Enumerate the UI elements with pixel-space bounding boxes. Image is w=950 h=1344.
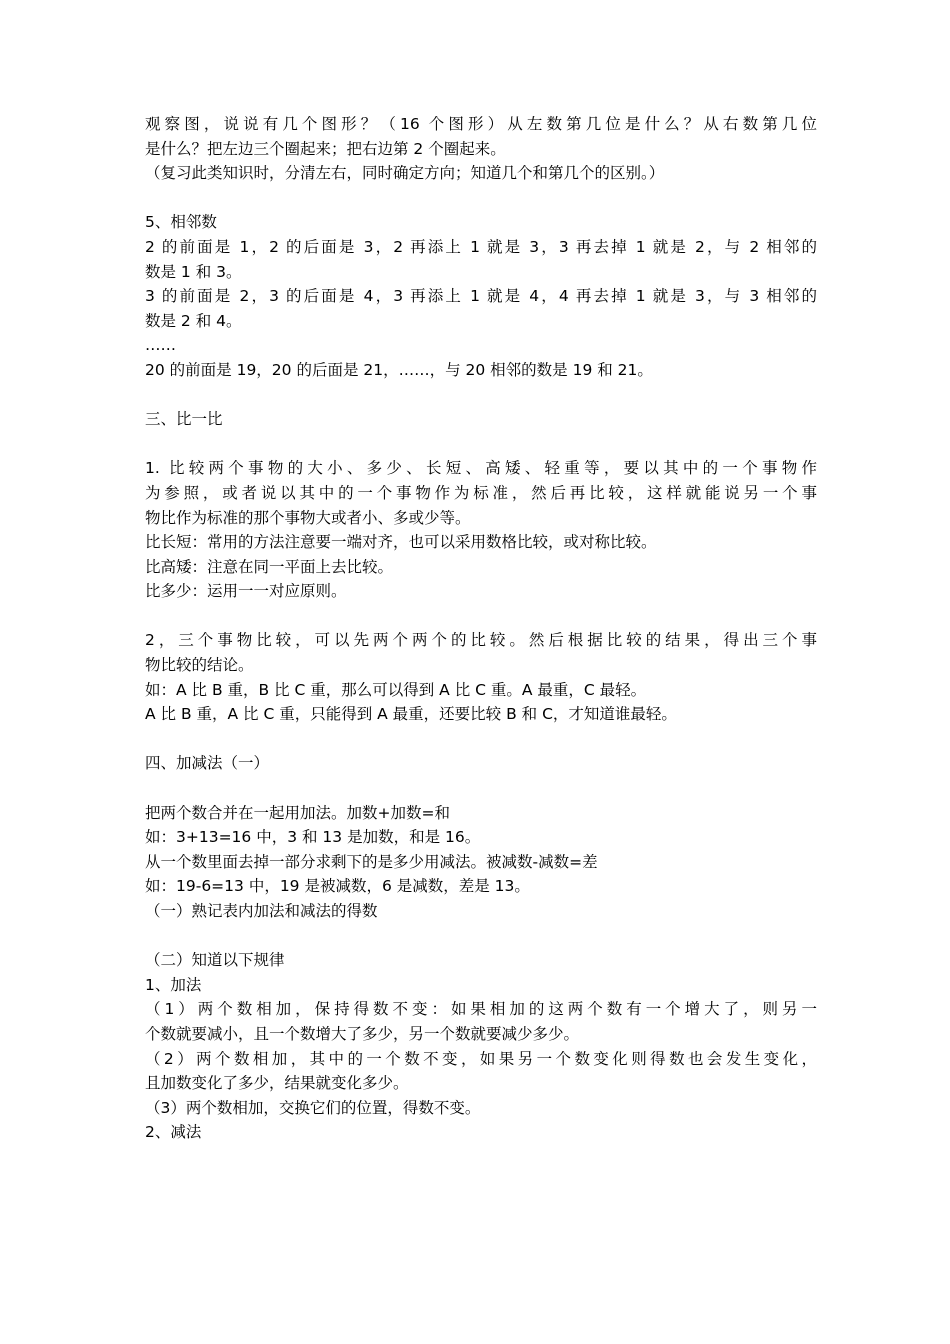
section-heading: 1、加法	[145, 975, 202, 994]
blank-line	[145, 186, 817, 211]
blank-line	[145, 727, 817, 752]
blank-line	[145, 432, 817, 457]
text-line: 比多少：运用一一对应原则。	[145, 582, 347, 601]
text-line: 如：3+13=16 中，3 和 13 是加数，和是 16。	[145, 828, 481, 847]
text-line: 如：19-6=13 中，19 是被减数，6 是减数，差是 13。	[145, 877, 530, 896]
blank-line	[145, 924, 817, 949]
text-line: 2 的前面是 1，2 的后面是 3，2 再添上 1 就是 3，3 再去掉 1 就是 2，与 2 相邻的	[145, 237, 817, 256]
text-line: （1）两个数相加，保持得数不变：如果相加的这两个数有一个增大了，则另一	[145, 1000, 817, 1019]
text-line: 从一个数里面去掉一部分求剩下的是多少用减法。被减数-减数=差	[145, 852, 598, 871]
section-heading: 2、减法	[145, 1123, 202, 1142]
text-line: 1. 比较两个事物的大小、多少、长短、高矮、轻重等，要以其中的一个事物作	[145, 459, 817, 478]
text-line: 比长短：常用的方法注意要一端对齐，也可以采用数格比较，或对称比较。	[145, 533, 657, 552]
text-line: A 比 B 重，A 比 C 重，只能得到 A 最重，还要比较 B 和 C，才知道谁最轻。	[145, 705, 677, 724]
text-line: （复习此类知识时，分清左右，同时确定方向；知道几个和第几个的区别。）	[145, 164, 665, 183]
text-line: 2，三个事物比较，可以先两个两个的比较。然后根据比较的结果，得出三个事	[145, 631, 817, 650]
text-line: 是什么？把左边三个圈起来；把右边第 2 个圈起来。	[145, 139, 506, 158]
section-heading: 5、相邻数	[145, 213, 217, 232]
text-line: 观察图，说说有几个图形？（16 个图形）从左数第几位是什么？从右数第几位	[145, 115, 817, 133]
blank-line	[145, 604, 817, 629]
subsection-heading: （二）知道以下规律	[145, 951, 285, 970]
text-line: （2）两个数相加，其中的一个数不变，如果另一个数变化则得数也会发生变化，	[145, 1049, 817, 1068]
text-line: 且加数变化了多少，结果就变化多少。	[145, 1074, 409, 1093]
text-line: 物比作为标准的那个事物大或者小、多或少等。	[145, 508, 471, 527]
text-line: 为参照，或者说以其中的一个事物作为标准，然后再比较，这样就能说另一个事	[145, 483, 817, 502]
document-page	[145, 112, 817, 1145]
section-heading: 四、加减法（一）	[145, 754, 270, 773]
text-line: 20 的前面是 19，20 的后面是 21，……，与 20 相邻的数是 19 和 21。	[145, 360, 653, 379]
text-line: ……	[145, 336, 176, 355]
text-line: 个数就要减小，且一个数增大了多少，另一个数就要减少多少。	[145, 1024, 580, 1043]
blank-line	[145, 776, 817, 801]
text-line: 把两个数合并在一起用加法。加数+加数=和	[145, 803, 450, 822]
text-line: 比高矮：注意在同一平面上去比较。	[145, 557, 394, 576]
blank-line	[145, 383, 817, 408]
text-line: 如：A 比 B 重，B 比 C 重，那么可以得到 A 比 C 重。A 最重，C 最轻。	[145, 680, 647, 699]
text-line: 3 的前面是 2，3 的后面是 4，3 再添上 1 就是 4，4 再去掉 1 就是 3，与 3 相邻的	[145, 287, 817, 306]
text-line: 物比较的结论。	[145, 656, 254, 675]
text-line: 数是 2 和 4。	[145, 311, 242, 330]
text-line: 数是 1 和 3。	[145, 262, 242, 281]
subsection-heading: （一）熟记表内加法和减法的得数	[145, 902, 378, 920]
section-heading: 三、比一比	[145, 410, 223, 429]
text-line: （3）两个数相加，交换它们的位置，得数不变。	[145, 1098, 481, 1117]
